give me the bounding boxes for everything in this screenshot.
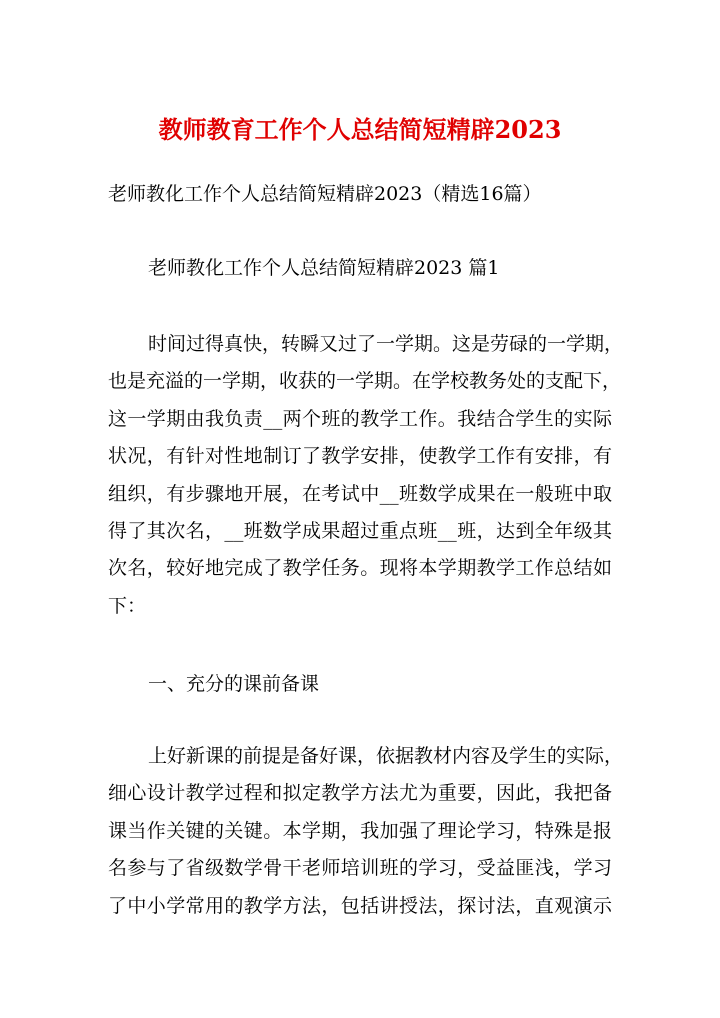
- paragraph-line: 次名，较好地完成了教学任务。现将本学期教学工作总结如: [108, 557, 612, 580]
- paragraph-line: 下：: [108, 594, 147, 617]
- paragraph-line: 组织，有步骤地开展，在考试中__班数学成果在一般班中取: [108, 482, 612, 505]
- paragraph-line: 细心设计教学过程和拟定教学方法尤为重要，因此，我把备: [108, 782, 612, 805]
- paragraph-line: 名参与了省级数学骨干老师培训班的学习，受益匪浅，学习: [108, 857, 612, 880]
- paragraph-line: 这一学期由我负责__两个班的教学工作。我结合学生的实际: [108, 407, 612, 430]
- paragraph-line: 课当作关键的关键。本学期，我加强了理论学习，特殊是报: [108, 819, 612, 842]
- paragraph-1: [108, 326, 624, 625]
- section-title: 老师教化工作个人总结简短精辟2023 篇1: [148, 257, 500, 279]
- document-title: 教师教育工作个人总结简短精辟2023: [158, 115, 562, 144]
- paragraph-line: 上好新课的前提是备好课，依据教材内容及学生的实际，: [148, 745, 624, 767]
- paragraph-line: 时间过得真快，转瞬又过了一学期。这是劳碌的一学期，: [148, 333, 624, 355]
- paragraph-line: 状况，有针对性地制订了教学安排，使教学工作有安排，有: [108, 445, 612, 468]
- section-heading: 一、充分的课前备课: [148, 673, 320, 695]
- paragraph-2: [108, 738, 624, 925]
- paragraph-line: 也是充溢的一学期，收获的一学期。在学校教务处的支配下，: [108, 370, 622, 393]
- document-subtitle: 老师教化工作个人总结简短精辟2023（精选16篇）: [108, 183, 542, 205]
- paragraph-line: 了中小学常用的教学方法，包括讲授法，探讨法，直观演示: [108, 894, 612, 917]
- paragraph-line: 得了其次名，__班数学成果超过重点班__班，达到全年级其: [108, 519, 612, 542]
